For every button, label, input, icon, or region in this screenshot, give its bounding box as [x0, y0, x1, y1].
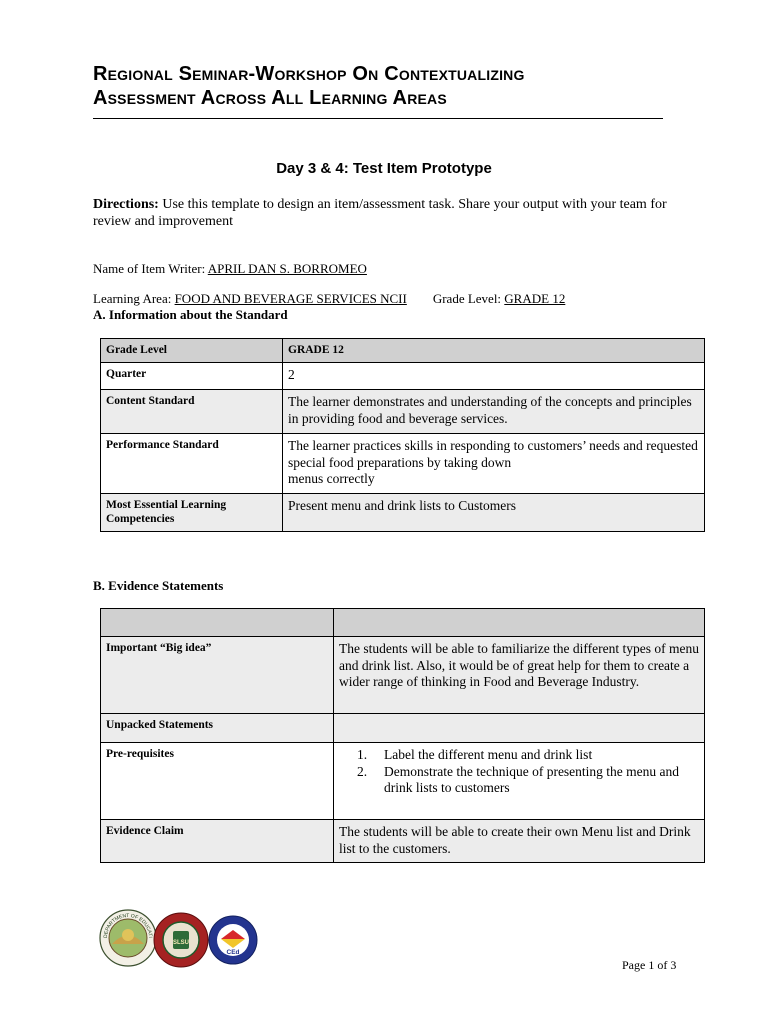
- header-title-line1: Regional Seminar-Workshop On Contextualizing: [93, 63, 525, 85]
- table-row: [101, 637, 705, 714]
- list-item-number: 1.: [357, 747, 368, 762]
- row-label: Most Essential Learning Competencies: [101, 494, 283, 532]
- document-subtitle: Day 3 & 4: Test Item Prototype: [276, 160, 492, 177]
- row-label: Pre-requisites: [101, 743, 334, 820]
- row-value: [334, 714, 705, 743]
- row-value-line: menus correctly: [288, 471, 375, 486]
- document-header: [93, 62, 683, 110]
- evidence-statements-table: [100, 608, 705, 863]
- table-row: [101, 494, 705, 532]
- table-row: [101, 820, 705, 863]
- row-label: Performance Standard: [101, 434, 283, 494]
- section-a-heading: A. Information about the Standard: [93, 307, 288, 322]
- row-value: The students will be able to familiarize the different types of menu and drink list. Also, it would be of great help for them to create a wider range of thinking in Food and Beverage Industry.: [334, 637, 705, 714]
- item-writer-value: APRIL DAN S. BORROMEO: [207, 261, 367, 276]
- item-writer-label: Name of Item Writer:: [93, 261, 208, 276]
- list-item-text: Label the different menu and drink list: [384, 747, 593, 762]
- learning-area-value: FOOD AND BEVERAGE SERVICES NCII: [174, 291, 407, 306]
- row-value: The learner demonstrates and understanding of the concepts and principles in providing food and beverage services.: [283, 390, 705, 434]
- table-row: [101, 363, 705, 390]
- learning-area-label: Learning Area:: [93, 291, 175, 306]
- table-row: [101, 390, 705, 434]
- header-title-line2: Assessment Across All Learning Areas: [93, 87, 447, 109]
- directions-paragraph: [93, 196, 693, 230]
- list-item-text: Demonstrate the technique of presenting the menu and drink lists to customers: [384, 763, 680, 795]
- row-label: Important “Big idea”: [101, 637, 334, 714]
- row-value-line: The learner practices skills in responding to customers’ needs and requested special food preparations by taking down: [288, 438, 698, 470]
- row-value: 2: [283, 363, 705, 390]
- row-value: [283, 434, 705, 494]
- table-row: [101, 743, 705, 820]
- directions-text: Use this template to design an item/assessment task. Share your output with your team for review and improvement: [93, 197, 667, 229]
- row-label: Evidence Claim: [101, 820, 334, 863]
- row-label: Quarter: [101, 363, 283, 390]
- row-value: Present menu and drink lists to Customers: [283, 494, 705, 532]
- grade-level-value: GRADE 12: [504, 291, 566, 306]
- table-row: [101, 609, 705, 637]
- table-row: [101, 434, 705, 494]
- ced-seal-text: CEd: [226, 949, 240, 956]
- section-b-heading: B. Evidence Statements: [93, 578, 224, 593]
- institution-logos: [97, 909, 267, 969]
- row-value: [334, 743, 705, 820]
- deped-seal-icon: [97, 909, 156, 966]
- prerequisites-list: [339, 747, 699, 797]
- row-label: Unpacked Statements: [101, 714, 334, 743]
- list-item-number: 2.: [357, 763, 368, 779]
- table-row: [101, 714, 705, 743]
- page-number: Page 1 of 3: [622, 958, 677, 972]
- grade-level-label: Grade Level:: [432, 291, 505, 306]
- ced-seal-icon: [209, 916, 257, 964]
- directions-label: Directions:: [93, 197, 159, 212]
- list-item: [357, 764, 699, 797]
- slsu-seal-icon: [154, 913, 208, 967]
- learning-area-line: [93, 291, 565, 307]
- deped-seal-text: DEPARTMENT OF EDUCATI: [102, 912, 154, 939]
- standard-info-table: [100, 338, 705, 532]
- row-label: Grade Level: [101, 339, 283, 363]
- row-label: Content Standard: [101, 390, 283, 434]
- row-value: [334, 609, 705, 637]
- grade-level-block: [433, 291, 566, 306]
- row-value: The students will be able to create their own Menu list and Drink list to the customers.: [334, 820, 705, 863]
- header-divider: [93, 118, 663, 119]
- list-item: [357, 747, 699, 764]
- item-writer-line: [93, 261, 367, 277]
- table-row: [101, 339, 705, 363]
- row-label: [101, 609, 334, 637]
- slsu-seal-text: SLSU: [172, 940, 190, 946]
- row-value: GRADE 12: [283, 339, 705, 363]
